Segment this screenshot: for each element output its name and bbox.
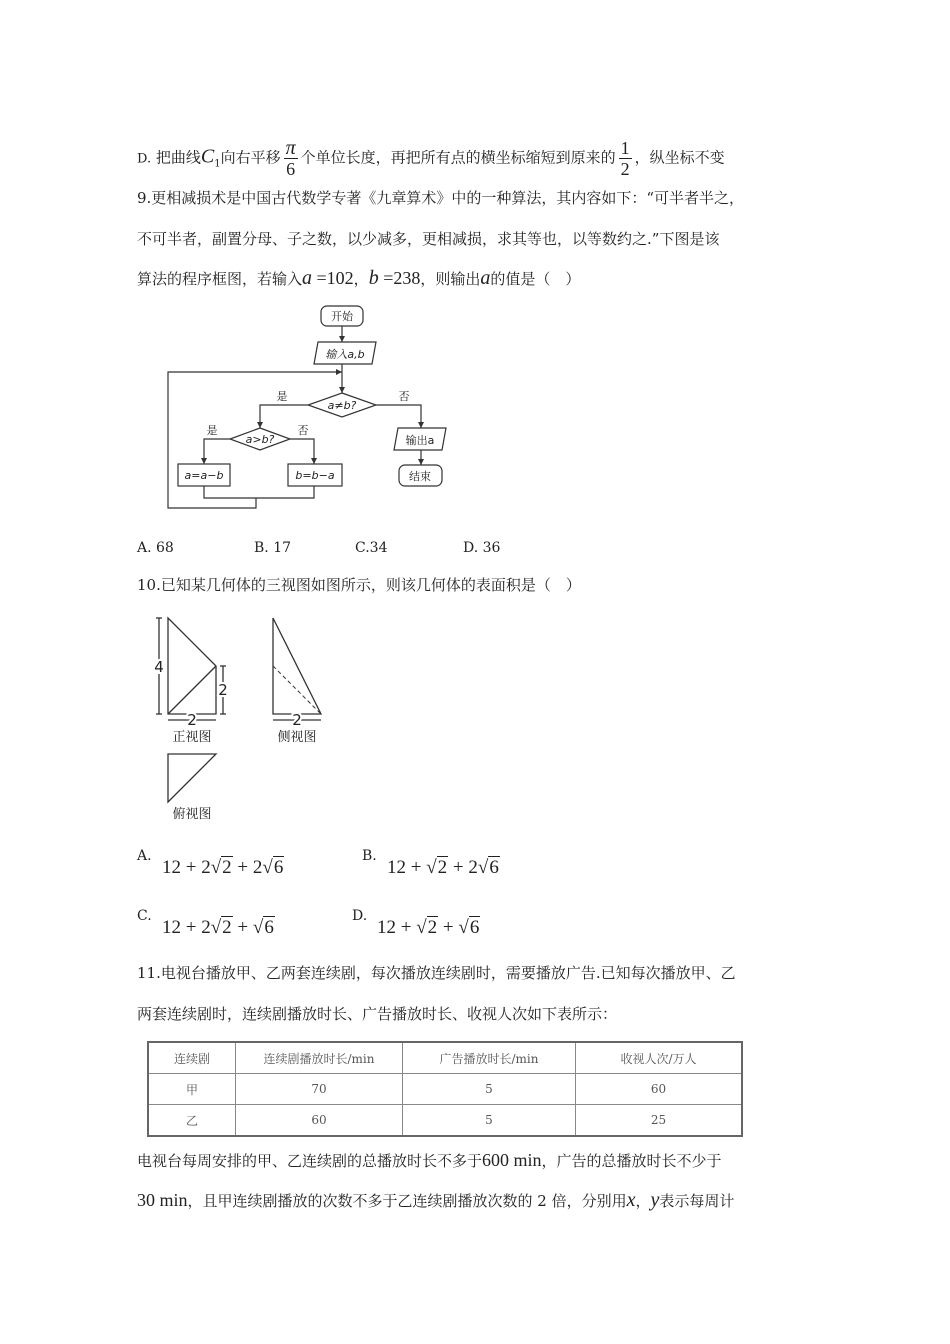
radicand: 2 xyxy=(222,857,232,878)
var-b: b xyxy=(368,267,379,289)
radicand: 6 xyxy=(489,857,499,878)
text: + xyxy=(438,917,459,938)
var-x: x xyxy=(626,1189,636,1211)
q9-option-c[interactable]: C.34 xyxy=(355,540,388,556)
q11-line-2: 两套连续剧时，连续剧播放时长、广告播放时长、收视人次如下表所示： xyxy=(137,1005,618,1023)
value-a: =102 xyxy=(312,268,354,288)
q11-line-4 xyxy=(137,1190,734,1211)
end-label: 结束 xyxy=(409,470,431,483)
output-label: 输出a xyxy=(405,434,435,447)
fraction-pi-6 xyxy=(284,138,298,179)
q11-table xyxy=(147,1041,743,1137)
text: 12 + 2 xyxy=(162,917,211,938)
text: ，广告的总播放时长不少于 xyxy=(541,1152,722,1170)
q9-line-1: 9.更相减损术是中国古代数学专著《九章算术》中的一种算法，其内容如下：“可半者半之， xyxy=(137,189,744,207)
three-views-figure xyxy=(150,612,340,827)
table-cell: 5 xyxy=(403,1074,576,1105)
numerator: π xyxy=(285,137,296,159)
yes2-label: 是 xyxy=(206,424,218,437)
value-b: =238 xyxy=(378,268,421,288)
no1-label: 否 xyxy=(398,390,410,403)
option-label: D. xyxy=(137,151,152,167)
table-header: 连续剧播放时长/min xyxy=(236,1042,403,1074)
text: ，纵坐标不变 xyxy=(634,148,725,167)
flowchart xyxy=(160,300,460,515)
var-a: a xyxy=(480,267,491,289)
top-view-shape xyxy=(168,754,216,802)
start-label: 开始 xyxy=(331,310,353,323)
q10-option-c-label[interactable]: C. xyxy=(137,908,152,924)
cond2-label: a>b? xyxy=(245,433,275,446)
cond1-label: a≠b? xyxy=(327,399,357,412)
q11-line-3 xyxy=(137,1150,722,1171)
dim-2-side-width: 2 xyxy=(292,711,302,729)
q9-option-a[interactable]: A. 68 xyxy=(137,540,174,556)
table-cell: 70 xyxy=(236,1074,403,1105)
q10-option-d-label[interactable]: D. xyxy=(352,908,368,924)
table-cell: 60 xyxy=(236,1105,403,1137)
front-view-label: 正视图 xyxy=(172,730,212,745)
q9-option-d[interactable]: D. 36 xyxy=(463,540,501,556)
box-left-label: a=a−b xyxy=(184,469,224,482)
q10-option-b[interactable]: 12 + √2 + 2√6 xyxy=(387,857,499,878)
text: + xyxy=(232,917,253,938)
text: 表示每周计 xyxy=(659,1192,735,1210)
text: + 2 xyxy=(448,857,478,878)
text: + 2 xyxy=(232,857,263,878)
table-cell: 25 xyxy=(576,1105,743,1137)
q10-option-d[interactable]: 12 + √2 + √6 xyxy=(377,917,480,938)
text: ，且甲连续剧播放的次数不多于乙连续剧播放次数的 2 倍，分别用 xyxy=(187,1192,627,1210)
dim-2-height: 2 xyxy=(218,681,228,699)
text: 向右平移 xyxy=(220,148,281,167)
fraction-1-2 xyxy=(619,138,632,179)
box-right-label: b=b−a xyxy=(295,469,335,482)
input-label: 输入a,b xyxy=(325,348,365,361)
text: 个单位长度，再把所有点的横坐标缩短到原来的 xyxy=(300,148,616,167)
radicand: 2 xyxy=(437,857,448,878)
dim-4: 4 xyxy=(154,658,164,676)
text: ，则输出 xyxy=(420,270,481,288)
radicand: 2 xyxy=(427,917,438,938)
front-view-shape xyxy=(168,618,216,714)
q9-line-3 xyxy=(137,268,580,289)
text: ， xyxy=(353,270,369,288)
numerator: 1 xyxy=(620,138,630,158)
yes1-label: 是 xyxy=(276,390,288,403)
dim-2-front-width: 2 xyxy=(187,711,197,729)
table-cell: 5 xyxy=(403,1105,576,1137)
q10-option-a-label[interactable]: A. xyxy=(137,848,152,864)
q10-option-b-label[interactable]: B. xyxy=(362,848,377,864)
subscript: 1 xyxy=(214,158,221,170)
text: 算法的程序框图，若输入 xyxy=(137,270,303,288)
var-a: a xyxy=(302,267,313,289)
q11-line-1: 11.电视台播放甲、乙两套连续剧，每次播放连续剧时，需要播放广告.已知每次播放甲、乙 xyxy=(137,964,736,982)
radicand: 2 xyxy=(222,917,232,938)
table-cell: 甲 xyxy=(148,1074,236,1105)
text: 12 + xyxy=(377,917,417,938)
table-cell: 60 xyxy=(576,1074,743,1105)
text: 电视台每周安排的甲、乙连续剧的总播放时长不多于 xyxy=(137,1152,483,1170)
q10-option-a[interactable]: 12 + 2√2 + 2√6 xyxy=(162,857,284,878)
table-row xyxy=(148,1105,742,1137)
table-row xyxy=(148,1074,742,1105)
q8-option-d xyxy=(137,138,725,179)
no2-label: 否 xyxy=(297,424,309,437)
table-header: 收视人次/万人 xyxy=(576,1042,743,1074)
text: 12 + 2 xyxy=(162,857,211,878)
value-30: 30 min xyxy=(137,1190,188,1210)
q9-line-2: 不可半者，副置分母、子之数，以少减多，更相减损，求其等也，以等数约之.”下图是该 xyxy=(137,230,720,248)
text: 12 + xyxy=(387,857,427,878)
side-view-shape xyxy=(273,618,321,714)
text: ， xyxy=(635,1192,651,1210)
q10-option-c[interactable]: 12 + 2√2 + √6 xyxy=(162,917,274,938)
table-header-row xyxy=(148,1042,742,1074)
denominator: 2 xyxy=(620,159,630,179)
value-600: 600 min xyxy=(482,1150,542,1170)
q10-stem: 10.已知某几何体的三视图如图所示，则该几何体的表面积是（ ） xyxy=(137,576,581,594)
text: 把曲线 xyxy=(155,148,201,167)
curve-var: C xyxy=(200,145,215,168)
var-y: y xyxy=(650,1189,660,1211)
text: 的值是（ ） xyxy=(490,270,581,288)
table-cell: 乙 xyxy=(148,1105,236,1137)
radicand: 6 xyxy=(469,917,480,938)
radicand: 6 xyxy=(264,917,274,938)
q9-option-b[interactable]: B. 17 xyxy=(254,540,292,556)
top-view-label: 俯视图 xyxy=(172,807,212,822)
side-view-label: 侧视图 xyxy=(277,730,317,745)
table-header: 广告播放时长/min xyxy=(403,1042,576,1074)
table-header: 连续剧 xyxy=(148,1042,236,1074)
radicand: 6 xyxy=(273,857,284,878)
denominator: 6 xyxy=(286,159,296,179)
